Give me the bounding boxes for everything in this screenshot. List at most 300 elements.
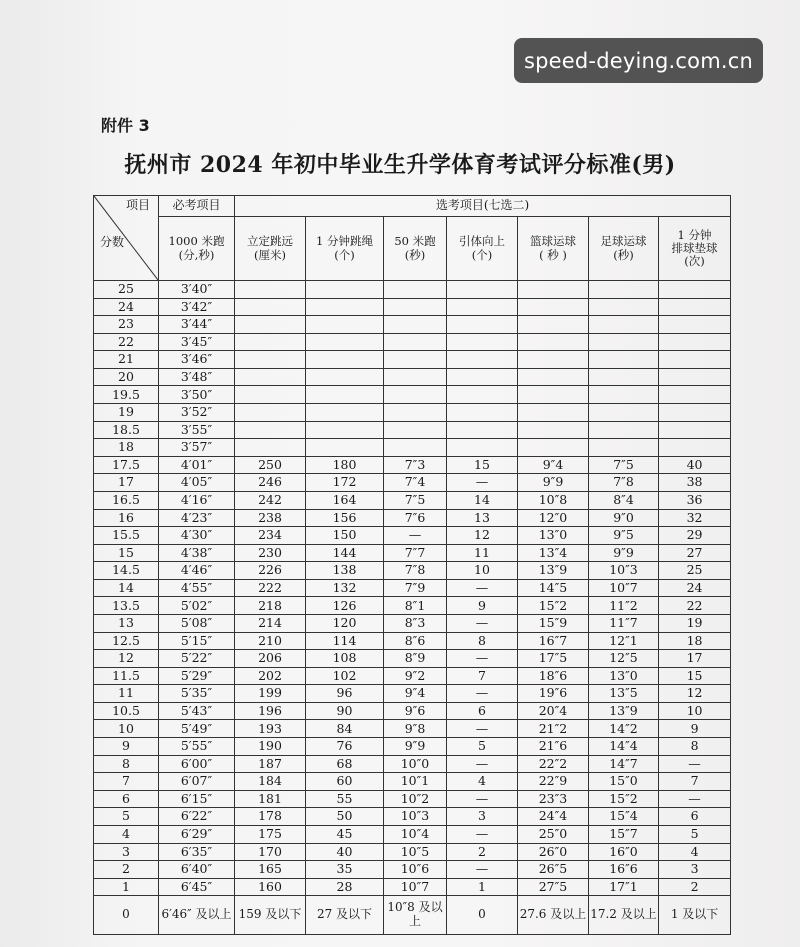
value-cell xyxy=(384,404,447,422)
value-cell: 15″7 xyxy=(589,825,659,843)
value-cell: 7″6 xyxy=(384,509,447,527)
value-cell: 234 xyxy=(235,527,306,545)
value-cell: 7″5 xyxy=(589,456,659,474)
value-cell: 3′52″ xyxy=(159,404,235,422)
value-cell: 138 xyxy=(306,562,384,580)
value-cell xyxy=(235,281,306,299)
value-cell: 181 xyxy=(235,790,306,808)
value-cell: 27 xyxy=(659,544,731,562)
value-cell: 3′46″ xyxy=(159,351,235,369)
score-cell: 12.5 xyxy=(94,632,159,650)
table-row xyxy=(94,368,731,386)
value-cell: 238 xyxy=(235,509,306,527)
table-row xyxy=(94,562,731,580)
column-header-line: (分,秒) xyxy=(178,247,215,262)
value-cell: 242 xyxy=(235,491,306,509)
value-cell: 206 xyxy=(235,650,306,668)
value-cell: 250 xyxy=(235,456,306,474)
value-cell: 13″5 xyxy=(589,685,659,703)
value-cell: 10″5 xyxy=(384,843,447,861)
value-cell: 14″5 xyxy=(518,579,589,597)
value-cell xyxy=(518,281,589,299)
value-cell: 12 xyxy=(659,685,731,703)
value-cell xyxy=(235,351,306,369)
item-label: 项目 xyxy=(125,198,150,212)
score-cell: 8 xyxy=(94,755,159,773)
value-cell xyxy=(659,281,731,299)
value-cell: 164 xyxy=(306,491,384,509)
value-cell: 22″2 xyxy=(518,755,589,773)
value-cell: 10″4 xyxy=(384,825,447,843)
value-cell xyxy=(589,298,659,316)
table-row xyxy=(94,825,731,843)
table-row xyxy=(94,650,731,668)
value-cell xyxy=(447,404,518,422)
table-row xyxy=(94,298,731,316)
value-cell xyxy=(235,368,306,386)
value-cell xyxy=(235,439,306,457)
table-row xyxy=(94,738,731,756)
value-cell xyxy=(589,333,659,351)
elective-group-header: 选考项目(七选二) xyxy=(235,196,731,217)
value-cell: 222 xyxy=(235,579,306,597)
value-cell: 45 xyxy=(306,825,384,843)
value-cell: 8″3 xyxy=(384,614,447,632)
value-cell: 210 xyxy=(235,632,306,650)
value-cell xyxy=(384,281,447,299)
column-header-line: 排球垫球 xyxy=(671,240,718,255)
value-cell: 8″1 xyxy=(384,597,447,615)
table-row xyxy=(94,421,731,439)
value-cell: 24 xyxy=(659,579,731,597)
value-cell xyxy=(659,351,731,369)
score-cell: 19.5 xyxy=(94,386,159,404)
column-header-line: ( 秒 ) xyxy=(539,247,567,262)
value-cell: 178 xyxy=(235,808,306,826)
value-cell: 28 xyxy=(306,878,384,896)
value-cell xyxy=(447,421,518,439)
value-cell xyxy=(518,351,589,369)
value-cell: 12 xyxy=(447,527,518,545)
value-cell: 5′08″ xyxy=(159,614,235,632)
value-cell: 27.6 及以上 xyxy=(518,896,589,935)
value-cell: 16″0 xyxy=(589,843,659,861)
value-cell: 1 及以下 xyxy=(659,896,731,935)
value-cell: 3′57″ xyxy=(159,439,235,457)
value-cell: 9″2 xyxy=(384,667,447,685)
value-cell xyxy=(447,298,518,316)
value-cell: 9 xyxy=(447,597,518,615)
value-cell: 170 xyxy=(235,843,306,861)
value-cell: 5′02″ xyxy=(159,597,235,615)
value-cell: 23″3 xyxy=(518,790,589,808)
value-cell: 4′05″ xyxy=(159,474,235,492)
value-cell xyxy=(306,298,384,316)
value-cell xyxy=(306,316,384,334)
value-cell: 159 及以下 xyxy=(235,896,306,935)
table-row xyxy=(94,755,731,773)
score-cell: 14.5 xyxy=(94,562,159,580)
table-row xyxy=(94,790,731,808)
value-cell: 7″4 xyxy=(384,474,447,492)
value-cell xyxy=(384,298,447,316)
value-cell: 12″1 xyxy=(589,632,659,650)
table-row xyxy=(94,474,731,492)
value-cell: 4′55″ xyxy=(159,579,235,597)
score-cell: 4 xyxy=(94,825,159,843)
value-cell xyxy=(589,281,659,299)
value-cell xyxy=(659,316,731,334)
value-cell: 11″7 xyxy=(589,614,659,632)
value-cell: 13″9 xyxy=(518,562,589,580)
value-cell: 60 xyxy=(306,773,384,791)
value-cell: 10″6 xyxy=(384,861,447,879)
table-row xyxy=(94,456,731,474)
value-cell: 6 xyxy=(447,702,518,720)
score-cell: 7 xyxy=(94,773,159,791)
value-cell: 10″1 xyxy=(384,773,447,791)
value-cell: 4′30″ xyxy=(159,527,235,545)
value-cell: 25″0 xyxy=(518,825,589,843)
table-row xyxy=(94,281,731,299)
value-cell: 7 xyxy=(659,773,731,791)
score-cell: 18.5 xyxy=(94,421,159,439)
value-cell: 165 xyxy=(235,861,306,879)
value-cell: 6′29″ xyxy=(159,825,235,843)
document-title: 抚州市 2024 年初中毕业生升学体育考试评分标准(男) xyxy=(124,152,676,178)
value-cell: 15″4 xyxy=(589,808,659,826)
column-header-line: 1000 米跑 xyxy=(168,234,225,249)
value-cell: 12″5 xyxy=(589,650,659,668)
value-cell xyxy=(235,316,306,334)
value-cell xyxy=(659,298,731,316)
value-cell: — xyxy=(447,825,518,843)
value-cell: 26″0 xyxy=(518,843,589,861)
value-cell: 10 xyxy=(447,562,518,580)
score-cell: 15 xyxy=(94,544,159,562)
score-cell: 11.5 xyxy=(94,667,159,685)
table-row xyxy=(94,491,731,509)
table-row xyxy=(94,632,731,650)
value-cell: — xyxy=(447,755,518,773)
value-cell: — xyxy=(447,861,518,879)
value-cell: 6′15″ xyxy=(159,790,235,808)
header-corner-cell xyxy=(94,196,159,281)
value-cell: 9″8 xyxy=(384,720,447,738)
column-header-line: 篮球运球 xyxy=(530,234,576,249)
column-header xyxy=(447,217,518,281)
score-cell: 20 xyxy=(94,368,159,386)
value-cell xyxy=(306,386,384,404)
value-cell: 6 xyxy=(659,808,731,826)
value-cell xyxy=(384,316,447,334)
value-cell xyxy=(235,404,306,422)
value-cell: 3 xyxy=(659,861,731,879)
value-cell: — xyxy=(659,790,731,808)
score-cell: 2 xyxy=(94,861,159,879)
value-cell: 2 xyxy=(447,843,518,861)
value-cell: 13″0 xyxy=(518,527,589,545)
column-header-line: 50 米跑 xyxy=(394,234,436,249)
score-cell: 3 xyxy=(94,843,159,861)
value-cell xyxy=(384,439,447,457)
value-cell: 5′55″ xyxy=(159,738,235,756)
value-cell: 29 xyxy=(659,527,731,545)
value-cell: 144 xyxy=(306,544,384,562)
value-cell: 10″3 xyxy=(384,808,447,826)
value-cell: — xyxy=(447,790,518,808)
value-cell: 15 xyxy=(659,667,731,685)
value-cell: 8 xyxy=(659,738,731,756)
value-cell: 156 xyxy=(306,509,384,527)
value-cell xyxy=(589,404,659,422)
value-cell: 4′16″ xyxy=(159,491,235,509)
value-cell: 16″7 xyxy=(518,632,589,650)
value-cell xyxy=(384,368,447,386)
value-cell xyxy=(659,439,731,457)
table-row xyxy=(94,808,731,826)
value-cell: 230 xyxy=(235,544,306,562)
score-cell: 12 xyxy=(94,650,159,668)
value-cell xyxy=(589,439,659,457)
value-cell: 24″4 xyxy=(518,808,589,826)
score-cell: 16.5 xyxy=(94,491,159,509)
value-cell: 13″4 xyxy=(518,544,589,562)
score-cell: 24 xyxy=(94,298,159,316)
value-cell: 11 xyxy=(447,544,518,562)
value-cell: 9″4 xyxy=(518,456,589,474)
value-cell: 4′23″ xyxy=(159,509,235,527)
value-cell: 160 xyxy=(235,878,306,896)
value-cell: 96 xyxy=(306,685,384,703)
value-cell xyxy=(518,421,589,439)
value-cell: 9″5 xyxy=(589,527,659,545)
value-cell: 10″8 及以上 xyxy=(384,896,447,935)
value-cell: 15″9 xyxy=(518,614,589,632)
column-header xyxy=(235,217,306,281)
value-cell: 17.2 及以上 xyxy=(589,896,659,935)
table-row xyxy=(94,316,731,334)
value-cell xyxy=(235,421,306,439)
value-cell: 9″0 xyxy=(589,509,659,527)
table-row xyxy=(94,544,731,562)
value-cell xyxy=(659,386,731,404)
column-header-line: (个) xyxy=(471,247,493,262)
value-cell: 19″6 xyxy=(518,685,589,703)
value-cell xyxy=(447,333,518,351)
value-cell: 5 xyxy=(447,738,518,756)
table-row xyxy=(94,861,731,879)
column-header-line: (秒) xyxy=(404,247,426,262)
value-cell: 4 xyxy=(447,773,518,791)
value-cell xyxy=(306,439,384,457)
column-header-line: 引体向上 xyxy=(459,234,505,249)
value-cell xyxy=(384,333,447,351)
value-cell: 27 及以下 xyxy=(306,896,384,935)
table-row xyxy=(94,579,731,597)
column-header-line: (次) xyxy=(684,254,705,269)
value-cell: 3′50″ xyxy=(159,386,235,404)
value-cell xyxy=(518,404,589,422)
value-cell: 120 xyxy=(306,614,384,632)
score-cell: 13.5 xyxy=(94,597,159,615)
value-cell: 2 xyxy=(659,878,731,896)
value-cell: 202 xyxy=(235,667,306,685)
score-cell: 6 xyxy=(94,790,159,808)
score-cell: 21 xyxy=(94,351,159,369)
value-cell: 8″6 xyxy=(384,632,447,650)
value-cell xyxy=(306,368,384,386)
value-cell: 214 xyxy=(235,614,306,632)
table-row xyxy=(94,702,731,720)
value-cell: 4′46″ xyxy=(159,562,235,580)
value-cell xyxy=(447,316,518,334)
value-cell: 76 xyxy=(306,738,384,756)
value-cell: 10″7 xyxy=(589,579,659,597)
column-header xyxy=(589,217,659,281)
value-cell xyxy=(306,281,384,299)
value-cell: 38 xyxy=(659,474,731,492)
value-cell: 13 xyxy=(447,509,518,527)
value-cell: 218 xyxy=(235,597,306,615)
value-cell: 6′46″ 及以上 xyxy=(159,896,235,935)
value-cell: 7 xyxy=(447,667,518,685)
value-cell: 14″2 xyxy=(589,720,659,738)
value-cell: 12″0 xyxy=(518,509,589,527)
column-header-line: (厘米) xyxy=(254,247,286,262)
value-cell: 187 xyxy=(235,755,306,773)
column-header xyxy=(306,217,384,281)
value-cell: 9″9 xyxy=(589,544,659,562)
value-cell: 8″4 xyxy=(589,491,659,509)
value-cell: 7″9 xyxy=(384,579,447,597)
value-cell: 15 xyxy=(447,456,518,474)
score-cell: 13 xyxy=(94,614,159,632)
value-cell xyxy=(659,368,731,386)
value-cell: 3′48″ xyxy=(159,368,235,386)
value-cell: 4′38″ xyxy=(159,544,235,562)
value-cell: 11″2 xyxy=(589,597,659,615)
score-cell: 17.5 xyxy=(94,456,159,474)
value-cell xyxy=(518,333,589,351)
value-cell: 172 xyxy=(306,474,384,492)
value-cell: — xyxy=(659,755,731,773)
column-header xyxy=(518,217,589,281)
column-header-line: 1 分钟跳绳 xyxy=(316,234,373,249)
value-cell: — xyxy=(447,614,518,632)
value-cell: 10″3 xyxy=(589,562,659,580)
value-cell: 55 xyxy=(306,790,384,808)
table-row xyxy=(94,685,731,703)
value-cell xyxy=(589,368,659,386)
value-cell: 10″0 xyxy=(384,755,447,773)
value-cell xyxy=(659,333,731,351)
value-cell: 108 xyxy=(306,650,384,668)
value-cell: — xyxy=(447,685,518,703)
value-cell: 84 xyxy=(306,720,384,738)
column-header-line: (秒) xyxy=(613,247,634,262)
score-cell: 22 xyxy=(94,333,159,351)
value-cell: 9″9 xyxy=(518,474,589,492)
value-cell: 5′43″ xyxy=(159,702,235,720)
table-row xyxy=(94,404,731,422)
value-cell: — xyxy=(384,527,447,545)
value-cell xyxy=(447,368,518,386)
value-cell: 9″6 xyxy=(384,702,447,720)
score-cell: 16 xyxy=(94,509,159,527)
value-cell: 8 xyxy=(447,632,518,650)
score-cell: 25 xyxy=(94,281,159,299)
value-cell: 14″4 xyxy=(589,738,659,756)
table-row xyxy=(94,597,731,615)
value-cell: 15″2 xyxy=(589,790,659,808)
value-cell xyxy=(659,404,731,422)
required-group-header: 必考项目 xyxy=(159,196,235,217)
value-cell: 40 xyxy=(306,843,384,861)
value-cell: 7″7 xyxy=(384,544,447,562)
column-header xyxy=(159,217,235,281)
value-cell: 132 xyxy=(306,579,384,597)
value-cell xyxy=(306,333,384,351)
value-cell: 50 xyxy=(306,808,384,826)
score-cell: 19 xyxy=(94,404,159,422)
value-cell: 5′15″ xyxy=(159,632,235,650)
value-cell: 7″5 xyxy=(384,491,447,509)
value-cell: 21″6 xyxy=(518,738,589,756)
value-cell: 9″9 xyxy=(384,738,447,756)
value-cell: 6′00″ xyxy=(159,755,235,773)
value-cell: 3′42″ xyxy=(159,298,235,316)
value-cell: 19 xyxy=(659,614,731,632)
value-cell: 226 xyxy=(235,562,306,580)
value-cell xyxy=(384,351,447,369)
watermark-banner: speed-deying.com.cn xyxy=(514,38,763,83)
value-cell: 6′40″ xyxy=(159,861,235,879)
value-cell: 14 xyxy=(447,491,518,509)
value-cell: 114 xyxy=(306,632,384,650)
value-cell: 18 xyxy=(659,632,731,650)
value-cell xyxy=(659,421,731,439)
score-cell: 23 xyxy=(94,316,159,334)
value-cell: 15″0 xyxy=(589,773,659,791)
score-cell: 15.5 xyxy=(94,527,159,545)
column-header-line: 足球运球 xyxy=(600,234,647,249)
value-cell xyxy=(447,386,518,404)
value-cell: 0 xyxy=(447,896,518,935)
score-cell: 1 xyxy=(94,878,159,896)
score-cell: 9 xyxy=(94,738,159,756)
value-cell: 150 xyxy=(306,527,384,545)
value-cell xyxy=(306,351,384,369)
value-cell: 90 xyxy=(306,702,384,720)
value-cell: 5 xyxy=(659,825,731,843)
value-cell xyxy=(235,298,306,316)
value-cell xyxy=(306,404,384,422)
value-cell: 3′40″ xyxy=(159,281,235,299)
value-cell: 193 xyxy=(235,720,306,738)
score-cell: 10.5 xyxy=(94,702,159,720)
score-cell: 10 xyxy=(94,720,159,738)
value-cell: 26″5 xyxy=(518,861,589,879)
value-cell: 190 xyxy=(235,738,306,756)
value-cell: 6′07″ xyxy=(159,773,235,791)
value-cell: 18″6 xyxy=(518,667,589,685)
value-cell: 3′45″ xyxy=(159,333,235,351)
value-cell xyxy=(589,386,659,404)
value-cell: 6′45″ xyxy=(159,878,235,896)
table-row xyxy=(94,333,731,351)
value-cell: 102 xyxy=(306,667,384,685)
